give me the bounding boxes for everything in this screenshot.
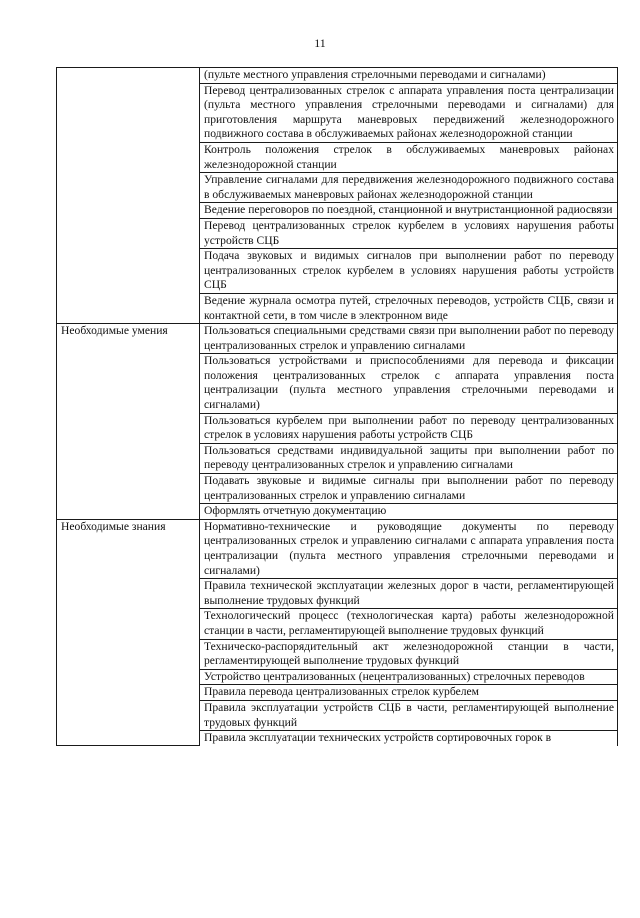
skill-item: Пользоваться специальными средствами связи при выполнении работ по переводу централизованных стрелок и управлению сигналами [200, 324, 618, 354]
action-row [57, 68, 618, 84]
action-item: (пульте местного управления стрелочными переводами и сигналами) [200, 68, 618, 84]
action-item: Управление сигналами для передвижения железнодорожного подвижного состава в обслуживаемых маневровых районах железнодорожной станции [200, 173, 618, 203]
skills-label: Необходимые умения [57, 324, 200, 520]
action-item: Перевод централизованных стрелок курбелем в условиях нарушения работы устройств СЦБ [200, 218, 618, 248]
skill-row [57, 324, 618, 354]
skill-item: Оформлять отчетную документацию [200, 504, 618, 520]
skills-section [57, 324, 618, 520]
knowledge-item: Правила технической эксплуатации железных дорог в части, регламентирующей выполнение трудовых функций [200, 579, 618, 609]
action-item: Ведение переговоров по поездной, станционной и внутристанционной радиосвязи [200, 203, 618, 219]
competency-table [56, 67, 618, 746]
knowledge-item: Правила эксплуатации устройств СЦБ в части, регламентирующей выполнение трудовых функций [200, 700, 618, 730]
actions-label [57, 68, 200, 324]
knowledge-item: Технологический процесс (технологическая карта) работы железнодорожной станции в части, регламентирующей выполнение трудовых функций [200, 609, 618, 639]
knowledge-item: Техническо-распорядительный акт железнодорожной станции в части, регламентирующей выполнение трудовых функций [200, 639, 618, 669]
knowledge-row [57, 519, 618, 578]
skill-item: Пользоваться устройствами и приспособлениями для перевода и фиксации положения централизованных стрелок с аппарата управления поста централизации (пульта местного управления стрелочными переводами и сигналами) [200, 354, 618, 413]
skill-item: Пользоваться курбелем при выполнении работ по переводу централизованных стрелок в условиях нарушения работы устройств СЦБ [200, 413, 618, 443]
knowledge-item: Нормативно-технические и руководящие документы по переводу централизованных стрелок и управлению сигналами с аппарата управления поста централизации (пульта местного управления стрелочными переводами и сигналами) [200, 519, 618, 578]
skill-item: Пользоваться средствами индивидуальной защиты при выполнении работ по переводу централизованных стрелок и управлению сигналами [200, 443, 618, 473]
knowledge-item: Правила эксплуатации технических устройств сортировочных горок в [200, 731, 618, 746]
knowledge-section [57, 519, 618, 745]
action-item: Контроль положения стрелок в обслуживаемых маневровых районах железнодорожной станции [200, 142, 618, 172]
action-item: Перевод централизованных стрелок с аппарата управления поста централизации (пульта местного управления стрелочными переводами и сигналами) для приготовления маршрута маневровых передвижений железнодорожного подвижного состава в обслуживаемых районах железнодорожной станции [200, 83, 618, 142]
actions-section [57, 68, 618, 324]
action-item: Ведение журнала осмотра путей, стрелочных переводов, устройств СЦБ, связи и контактной сети, в том числе в электронном виде [200, 293, 618, 323]
knowledge-label: Необходимые знания [57, 519, 200, 745]
action-item: Подача звуковых и видимых сигналов при выполнении работ по переводу централизованных стрелок курбелем в условиях нарушения работы устройств СЦБ [200, 249, 618, 294]
knowledge-item: Правила перевода централизованных стрелок курбелем [200, 685, 618, 701]
knowledge-item: Устройство централизованных (нецентрализованных) стрелочных переводов [200, 669, 618, 685]
skill-item: Подавать звуковые и видимые сигналы при выполнении работ по переводу централизованных стрелок и управлению сигналами [200, 474, 618, 504]
page-number: 11 [314, 36, 326, 50]
